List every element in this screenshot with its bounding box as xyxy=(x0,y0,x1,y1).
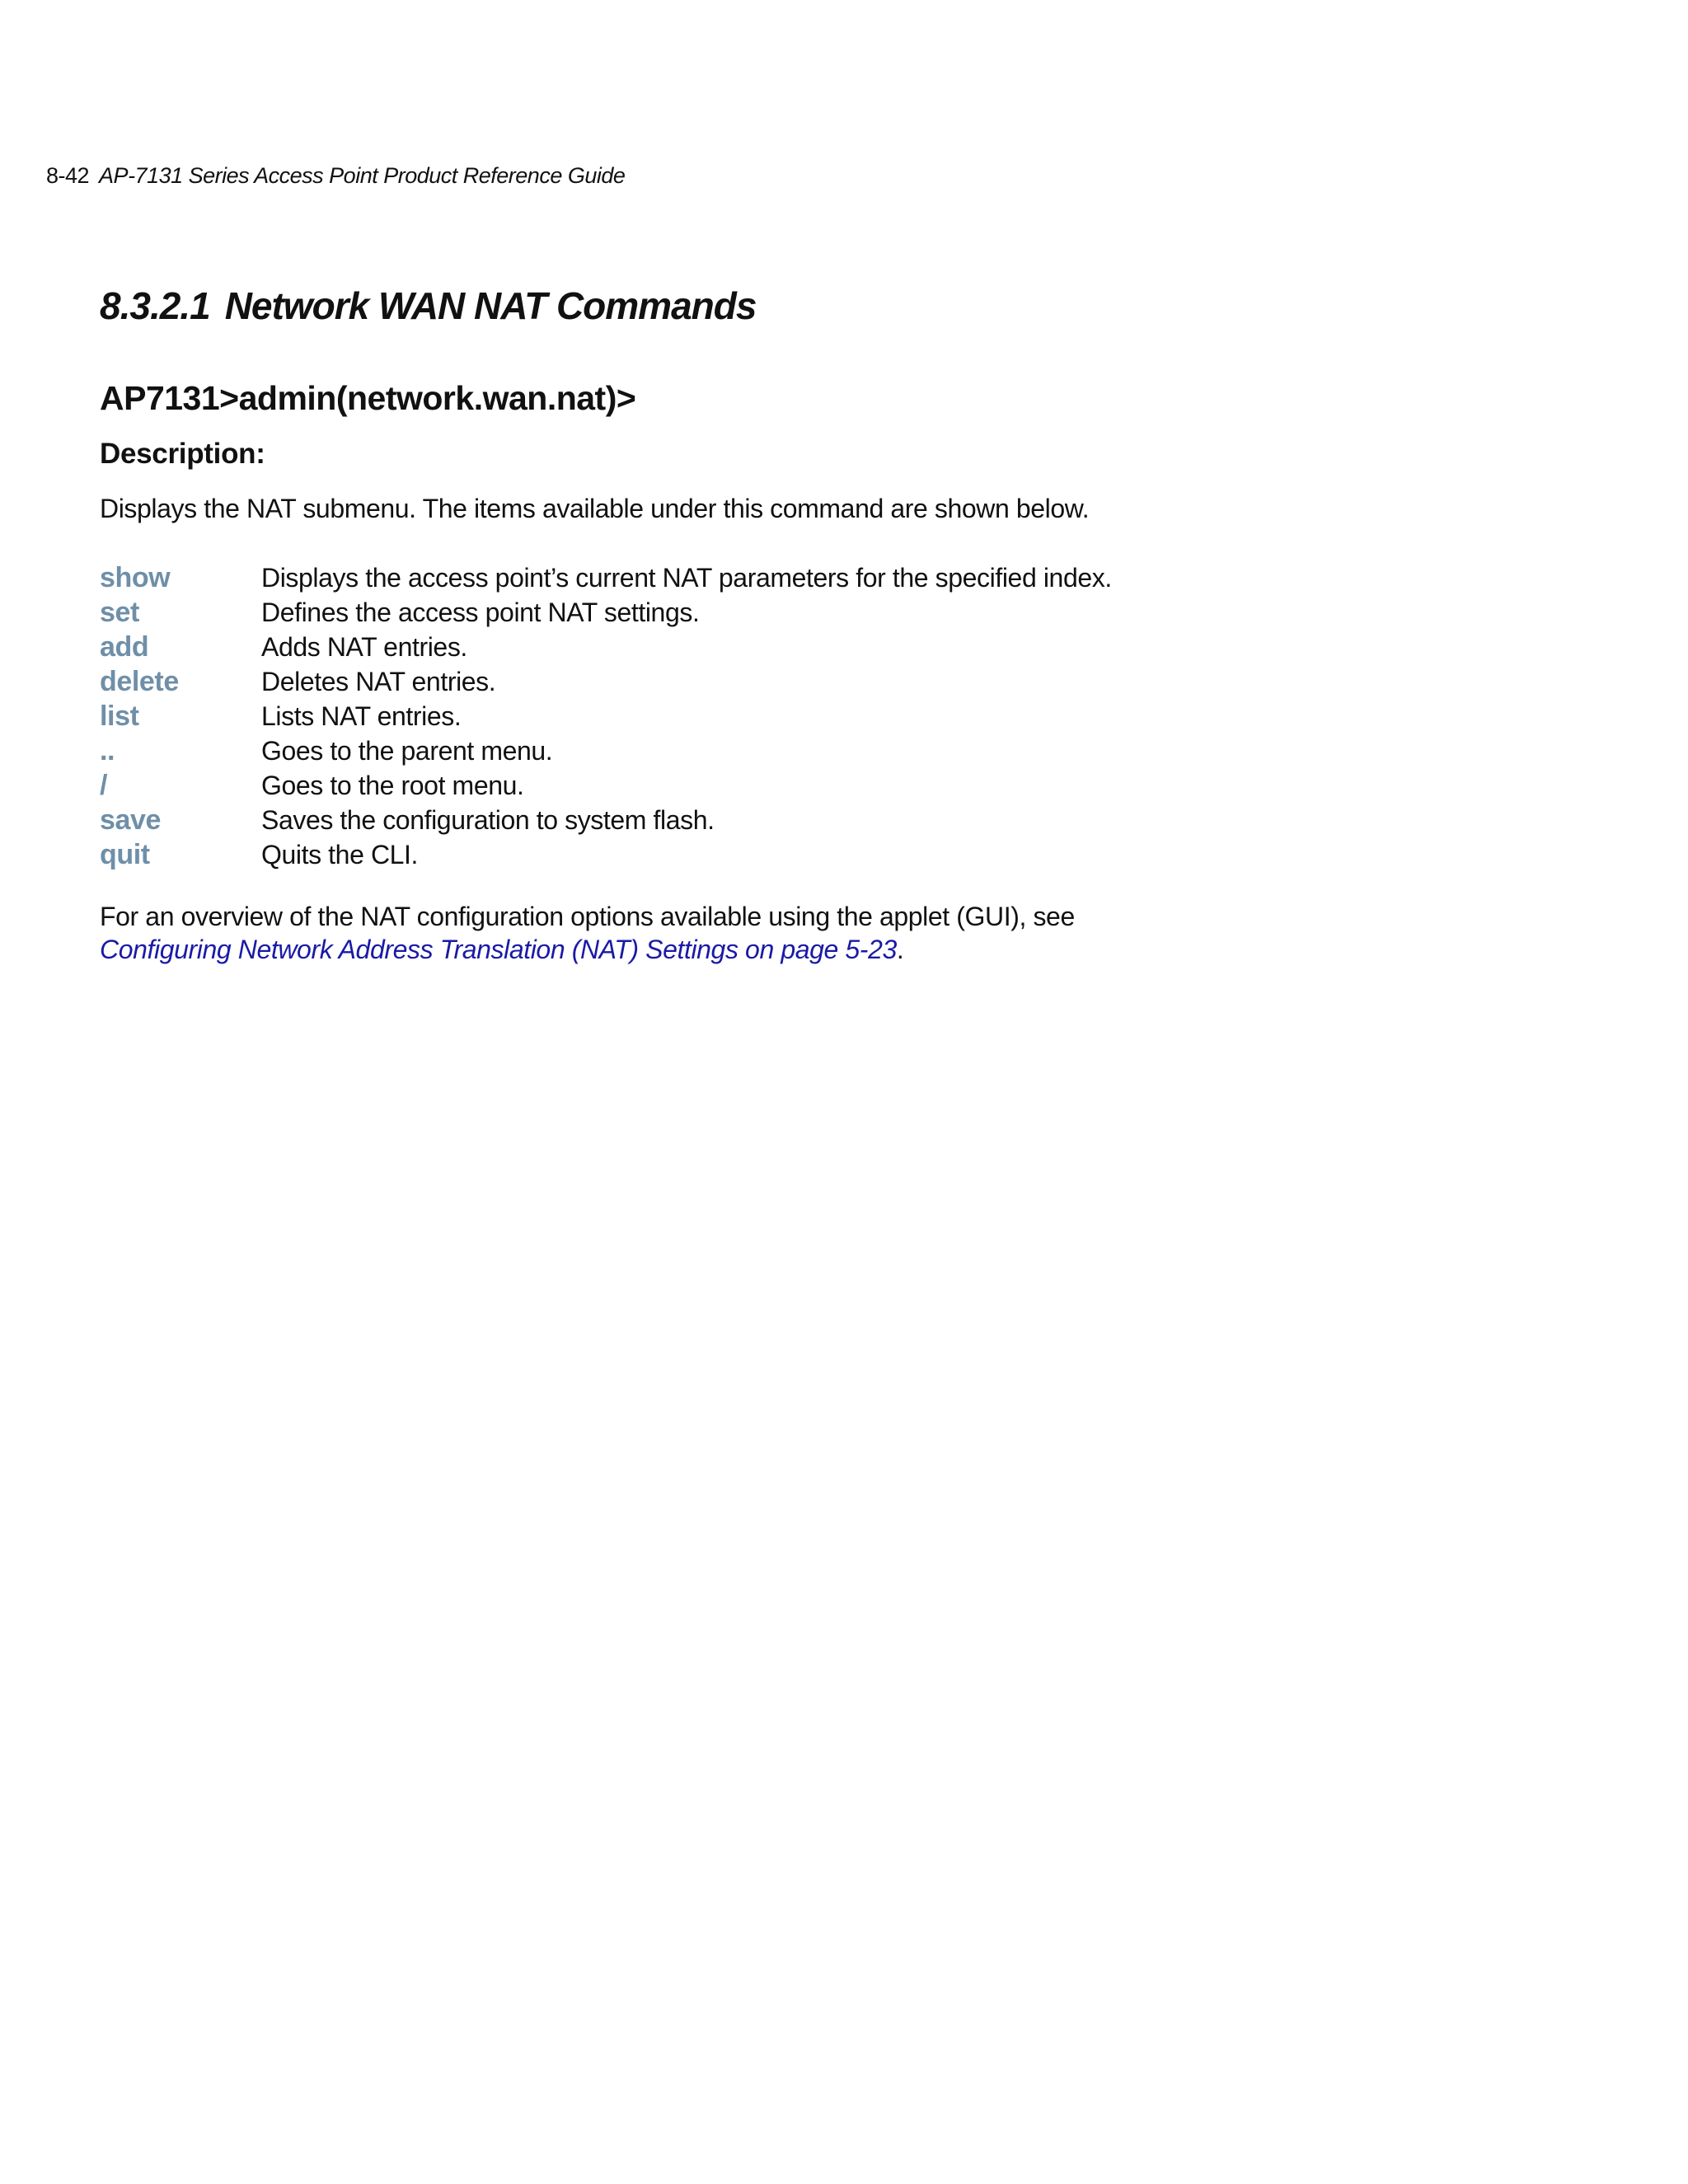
overview-trailing: . xyxy=(896,935,904,964)
command-list xyxy=(100,562,1583,874)
command-name: add xyxy=(100,631,149,663)
command-row-parent xyxy=(100,735,1583,770)
description-text: Displays the NAT submenu. The items available under this command are shown below. xyxy=(100,494,1090,523)
command-description: Saves the configuration to system flash. xyxy=(261,805,715,835)
command-description: Deletes NAT entries. xyxy=(261,667,496,696)
command-name: show xyxy=(100,562,171,593)
command-prompt: AP7131>admin(network.wan.nat)> xyxy=(100,379,636,417)
command-row-quit xyxy=(100,839,1583,874)
section-title-text: Network WAN NAT Commands xyxy=(224,284,757,327)
guide-title: AP-7131 Series Access Point Product Reference Guide xyxy=(99,163,626,188)
command-row-save xyxy=(100,804,1583,839)
command-description: Displays the access point’s current NAT parameters for the specified index. xyxy=(261,563,1112,593)
description-heading: Description: xyxy=(100,438,265,470)
overview-paragraph xyxy=(100,900,1583,966)
command-description: Goes to the root menu. xyxy=(261,771,524,800)
page-number: 8-42 xyxy=(46,163,90,188)
command-description: Defines the access point NAT settings. xyxy=(261,598,700,627)
command-row-delete xyxy=(100,666,1583,701)
overview-text: For an overview of the NAT configuration options available using the applet (GUI), see xyxy=(100,902,1075,931)
command-name: delete xyxy=(100,666,179,697)
command-name: set xyxy=(100,597,139,628)
command-row-add xyxy=(100,631,1583,666)
command-row-show xyxy=(100,562,1583,597)
page-header xyxy=(46,163,625,189)
cross-reference-link[interactable]: Configuring Network Address Translation (NAT) Settings on page 5-23 xyxy=(100,935,897,964)
command-name: list xyxy=(100,701,139,732)
command-description: Adds NAT entries. xyxy=(261,632,467,662)
command-name: / xyxy=(100,770,108,801)
page-content xyxy=(100,284,1583,992)
command-description: Goes to the parent menu. xyxy=(261,736,553,766)
command-name: save xyxy=(100,804,162,836)
section-title xyxy=(100,284,1583,328)
command-row-list xyxy=(100,701,1583,735)
command-description: Lists NAT entries. xyxy=(261,701,462,731)
command-row-set xyxy=(100,597,1583,631)
command-name: quit xyxy=(100,839,150,870)
section-number: 8.3.2.1 xyxy=(100,284,210,327)
command-description: Quits the CLI. xyxy=(261,840,419,869)
command-name: .. xyxy=(100,735,115,766)
command-row-root xyxy=(100,770,1583,804)
